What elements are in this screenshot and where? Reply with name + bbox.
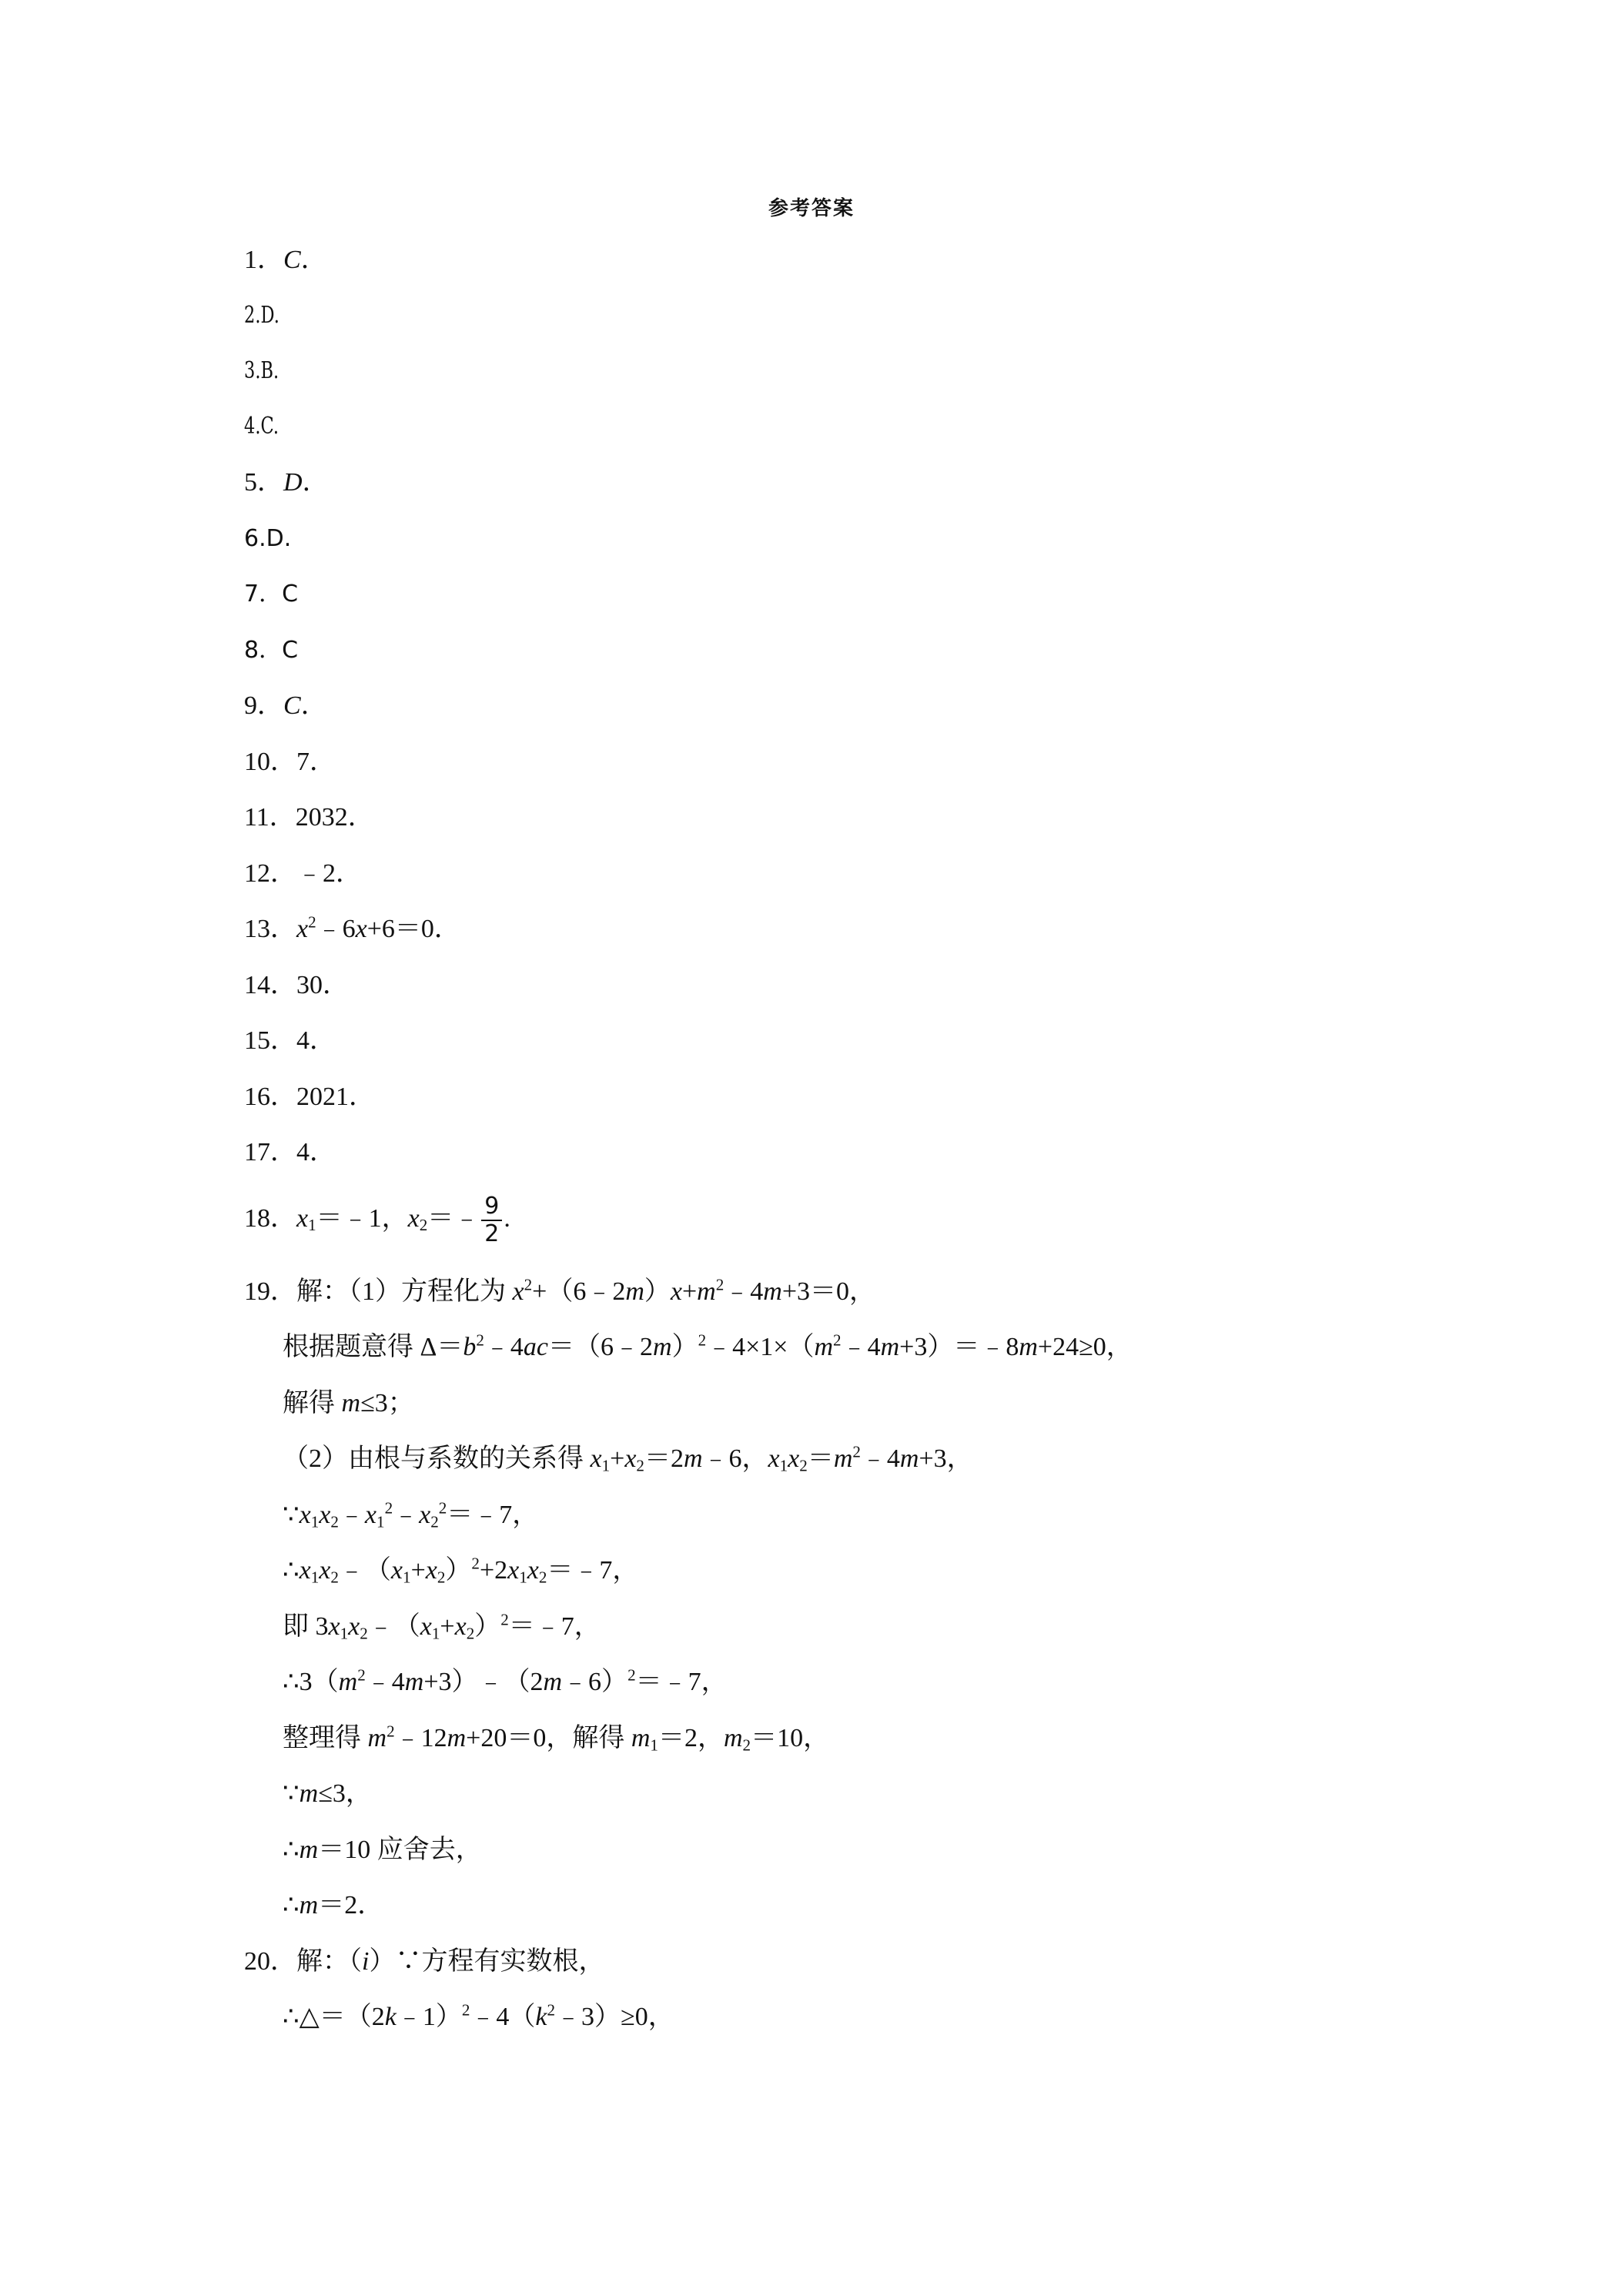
- answer-19-line-12: ∴m＝2．: [283, 1891, 384, 1919]
- answer-19-line-8: $\therefore 3(m^2﹣4m+3)﹣(2m﹣6)^2=﹣7$，: [283, 1665, 728, 1696]
- fraction-numerator: 9: [481, 1193, 502, 1221]
- answer-1: 1．C．: [244, 246, 327, 274]
- answer-14: 14．30．: [244, 971, 349, 999]
- answer-9-value: C: [283, 691, 301, 720]
- answer-9: 9．C．: [244, 691, 327, 720]
- answer-16: 16．2021．: [244, 1083, 375, 1111]
- answer-17: 17．4．: [244, 1138, 336, 1166]
- answer-5: 5．D．: [244, 468, 329, 497]
- answer-20-line-1: 20．解：（i）∵方程有实数根，: [244, 1947, 605, 1976]
- answer-19-line-10: ∵m≤3，: [283, 1779, 372, 1808]
- answer-15: 15．4．: [244, 1026, 336, 1055]
- answer-19-line-11: ∴m＝10 应舍去，: [283, 1836, 482, 1864]
- answer-8: 8．C: [244, 637, 299, 664]
- answer-6: 6.D.: [244, 525, 292, 552]
- answer-12: 12．﹣2．: [244, 859, 362, 888]
- answer-5-value: D: [283, 468, 303, 497]
- answer-19-line-5: $\because x_1x_2﹣x_1^2﹣x_2^2=﹣7$，: [283, 1498, 539, 1531]
- answer-11: 11．2032．: [244, 803, 374, 832]
- answer-3: 3.B.: [244, 357, 279, 384]
- page-title: 参考答案: [768, 197, 855, 220]
- answer-1-value: C: [283, 246, 301, 274]
- answer-10: 10．7．: [244, 748, 336, 776]
- answer-19-line-3: 解得 m≤3；: [283, 1389, 414, 1417]
- answer-19-line-2: 根据题意得 $\Delta=b^2﹣4ac=(6﹣2m)^2﹣4\times 1\times(m^2﹣4m+3)=﹣8m+24\ge 0$，: [283, 1330, 1133, 1361]
- answer-2: 2.D.: [244, 302, 279, 329]
- fraction-nine-halves: [481, 1193, 502, 1247]
- answer-18: 18．$x_1=﹣1$，$x_2=﹣$ $\frac{9}{2}$ .: [244, 1193, 510, 1247]
- answer-20-line-2: $\therefore\triangle=(2k﹣1)^2﹣4(k^2﹣3)\ge 0$，: [283, 2000, 674, 2031]
- answer-19-line-7: 即 $3x_1x_2﹣(x_1+x_2)^2=﹣7$，: [283, 1610, 601, 1643]
- answer-19-line-6: $\therefore x_1x_2﹣(x_1+x_2)^2+2x_1x_2=﹣7$，: [283, 1554, 639, 1587]
- answer-13: 13．$x^2﹣6x+6=0$．: [244, 912, 460, 943]
- answer-19-line-1: 19．解：（1）方程化为 $x^2+(6﹣2m)x+m^2﹣4m+3=0$，: [244, 1275, 876, 1306]
- answer-19-line-4: （2）由根与系数的关系得 $x_1+x_2=2m﹣6$，$x_1x_2=m^2﹣4m+3$，: [283, 1442, 973, 1475]
- answer-19-line-9: 整理得 $m^2﹣12m+20=0$，解得 $m_1=2$，$m_2=10$，: [283, 1722, 830, 1755]
- answer-7: 7．C: [244, 581, 299, 607]
- fraction-denominator: 2: [484, 1220, 500, 1247]
- answer-4: 4.C.: [244, 413, 279, 440]
